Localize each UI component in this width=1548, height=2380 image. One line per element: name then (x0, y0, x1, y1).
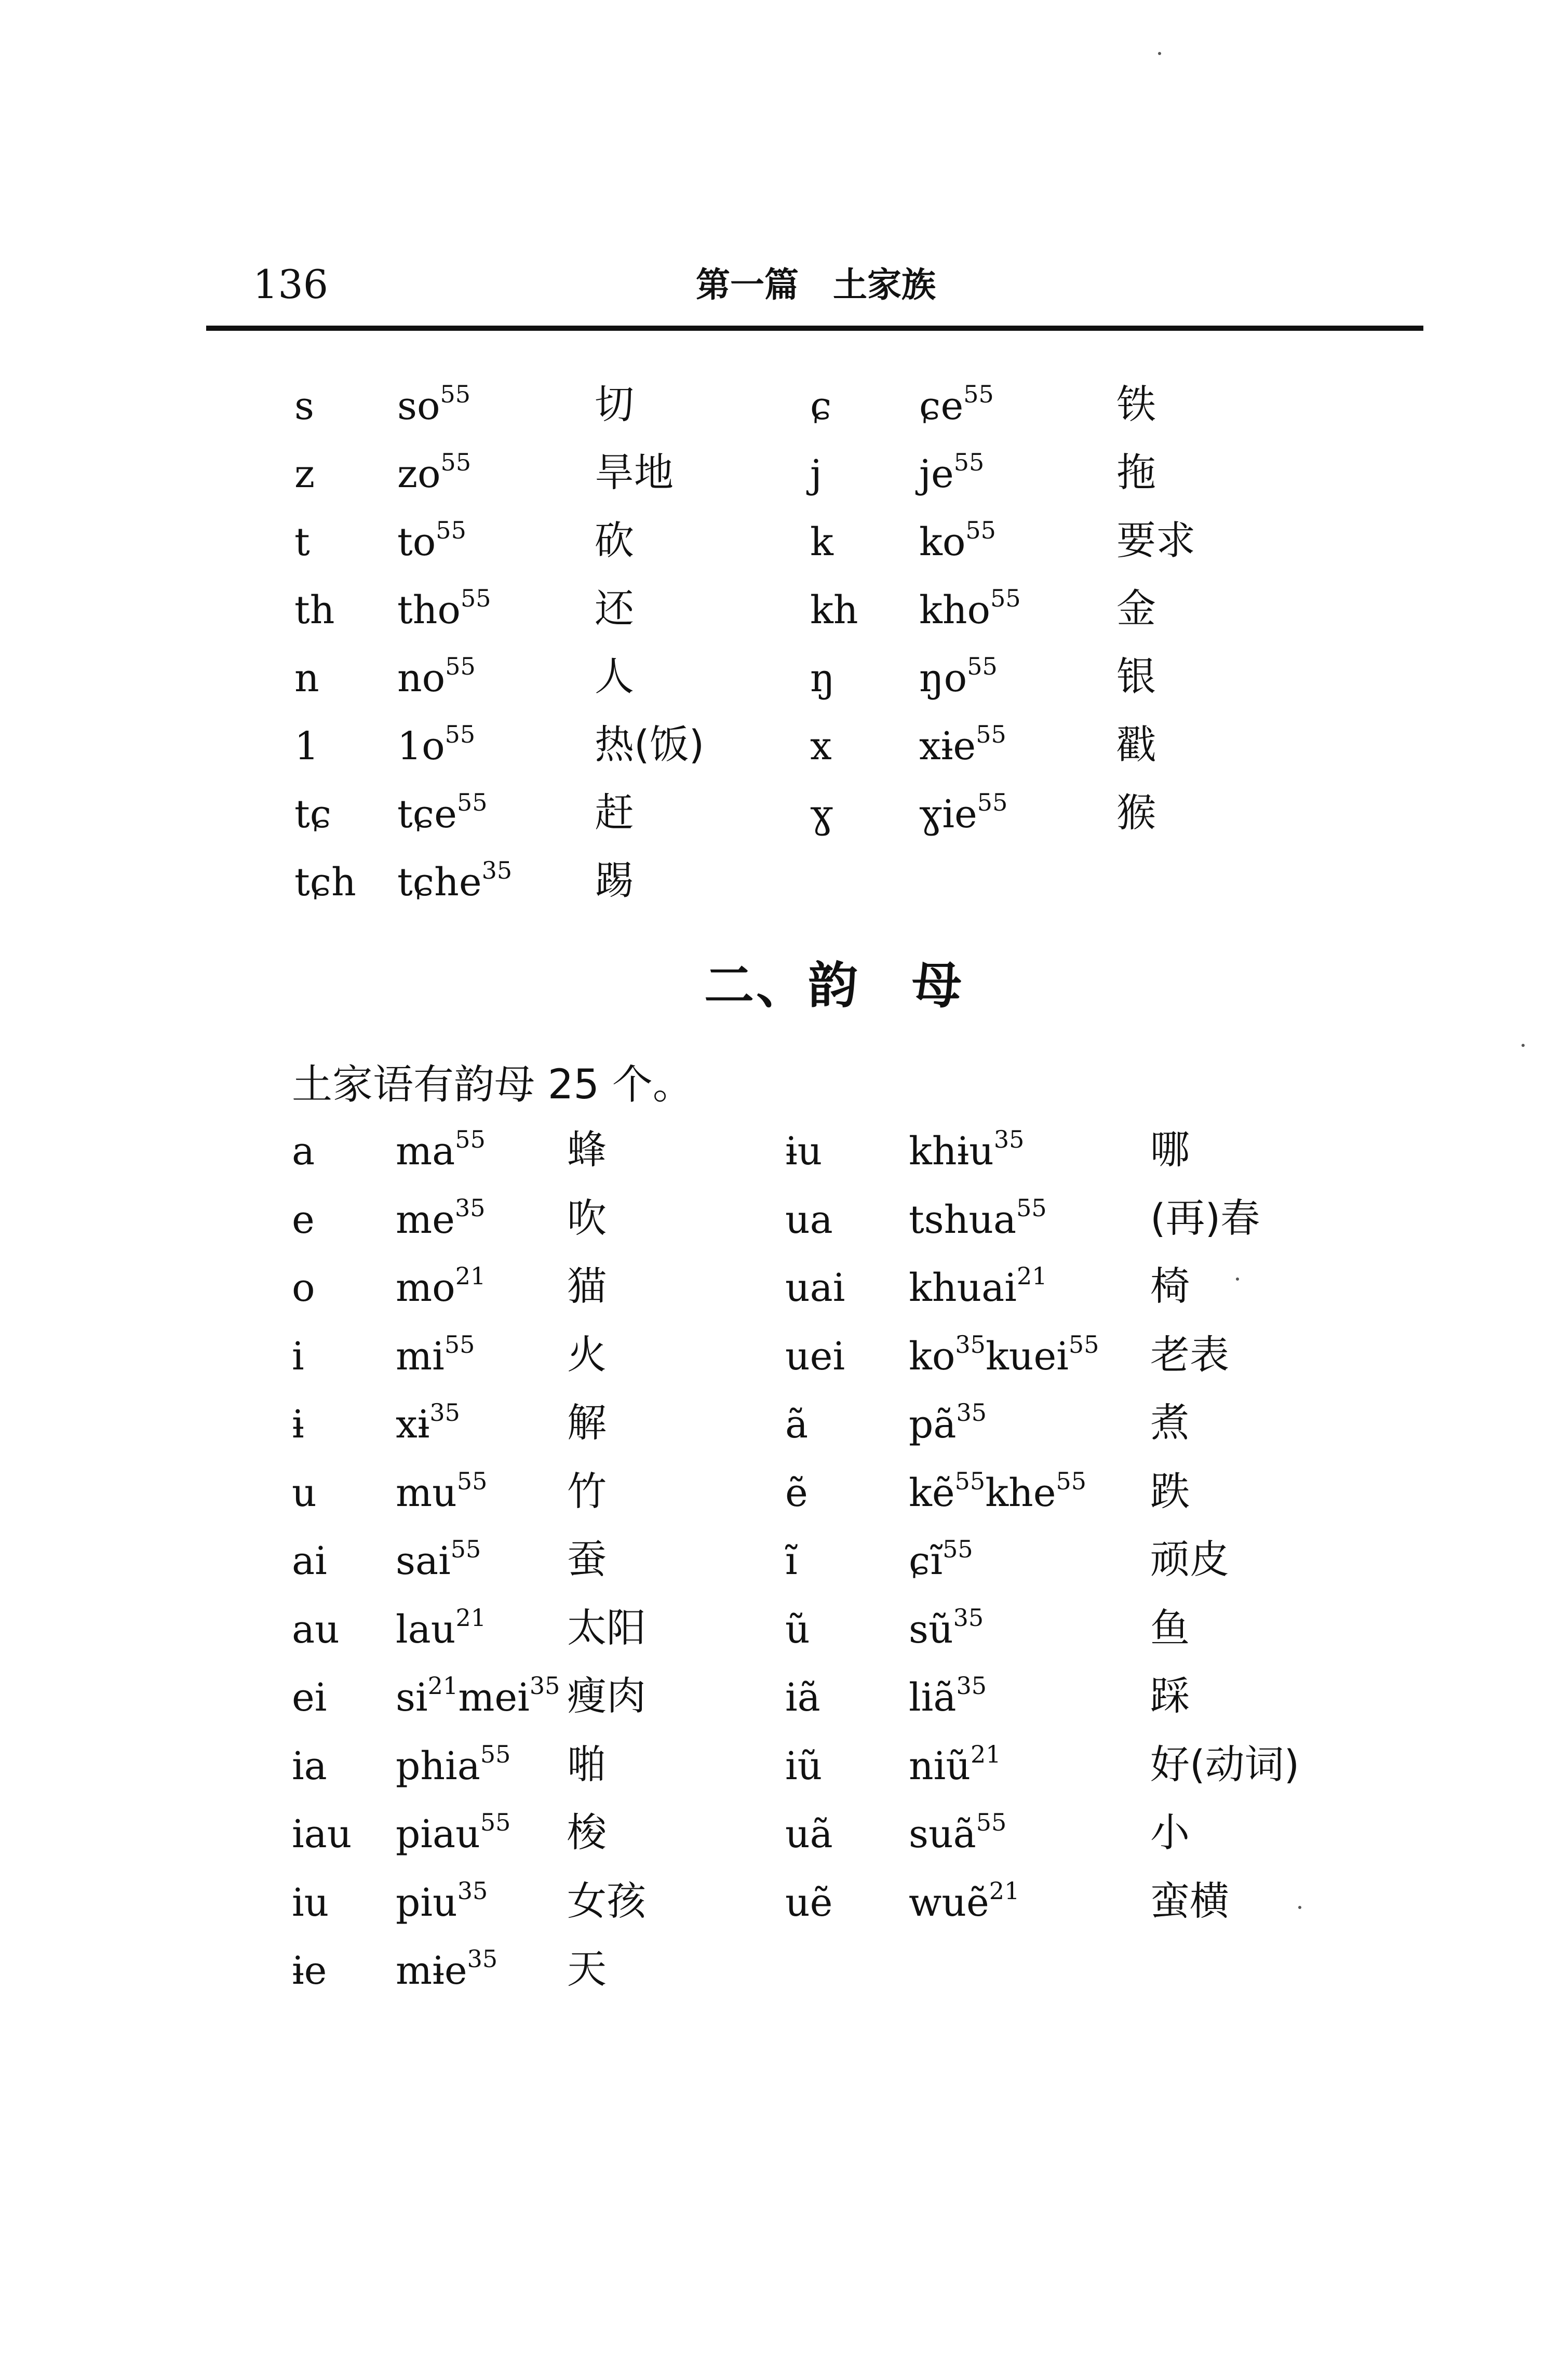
vowel-example (909, 1194, 1047, 1242)
example-word: xɨ (396, 1402, 430, 1447)
tone-number: 55 (1016, 1194, 1047, 1222)
tone-number: 55 (445, 652, 476, 680)
example-word: suã (909, 1812, 976, 1857)
vowel-example (396, 1877, 488, 1925)
vowel-example (909, 1399, 987, 1447)
example-word: tshua (909, 1198, 1017, 1242)
consonant-example (919, 516, 996, 564)
consonant-gloss: 戳 (1116, 721, 1156, 768)
consonant-symbol: ɕ (810, 384, 832, 428)
section-title: 二、韵 母 (704, 957, 964, 1015)
vowel-example (396, 1604, 486, 1652)
scan-speck (1298, 1906, 1301, 1909)
consonant-gloss: 还 (595, 585, 634, 631)
tone-number: 55 (943, 1535, 973, 1563)
example-word: si (396, 1675, 428, 1720)
vowel-example (396, 1808, 511, 1857)
vowel-example (909, 1808, 1007, 1857)
example-word: tɕe (397, 792, 457, 837)
tone-number: 55 (456, 1467, 488, 1495)
vowel-symbol: uei (785, 1334, 845, 1379)
example-word: phia (396, 1744, 480, 1789)
example-word: 1o (397, 724, 445, 769)
vowel-gloss: 竹 (567, 1468, 607, 1514)
consonant-gloss: 银 (1116, 653, 1156, 700)
consonant-example (397, 584, 491, 633)
example-word: no (397, 656, 446, 701)
tone-number: 21 (455, 1262, 486, 1290)
example-word: mei (458, 1675, 530, 1720)
example-word: ɕe (919, 384, 964, 428)
vowel-gloss: 解 (567, 1400, 607, 1446)
vowel-symbol: ɨe (292, 1948, 327, 1993)
example-word: khuai (909, 1266, 1017, 1310)
consonant-gloss: 金 (1116, 585, 1156, 631)
tone-number: 55 (440, 448, 472, 476)
scan-speck (1522, 1044, 1525, 1047)
vowel-example (909, 1604, 984, 1652)
example-word: kuei (985, 1334, 1069, 1379)
consonant-gloss: 拖 (1116, 449, 1156, 495)
tone-number: 55 (456, 788, 488, 816)
tone-number: 35 (454, 1194, 486, 1222)
vowel-symbol: ĩ (785, 1539, 798, 1583)
example-word: mo (396, 1266, 455, 1310)
example-word: khe (985, 1471, 1056, 1515)
vowel-example (909, 1262, 1047, 1310)
tone-number: 55 (444, 1330, 475, 1359)
example-word: ɕĩ (909, 1539, 943, 1583)
vowel-gloss: 老表 (1150, 1332, 1229, 1378)
tone-number: 35 (529, 1672, 560, 1700)
tone-number: 55 (445, 720, 476, 748)
vowel-gloss: 椅 (1150, 1263, 1190, 1309)
consonant-symbol: ɣ (810, 792, 833, 837)
vowel-example (396, 1262, 486, 1310)
tone-number: 55 (953, 448, 985, 476)
running-head: 第一篇 土家族 (696, 265, 936, 305)
vowel-gloss: 跌 (1150, 1468, 1190, 1514)
example-word: sũ (909, 1607, 953, 1652)
vowel-symbol: a (292, 1129, 315, 1174)
vowel-gloss: 女孩 (567, 1878, 646, 1924)
vowel-symbol: ia (292, 1744, 327, 1789)
tone-number: 55 (455, 1125, 486, 1153)
vowel-symbol: ai (292, 1539, 327, 1583)
example-word: kho (919, 588, 991, 633)
vowel-gloss: 天 (567, 1946, 607, 1992)
vowel-gloss: 顽皮 (1150, 1536, 1229, 1582)
example-word: tɕhe (397, 860, 482, 905)
tone-number: 55 (976, 720, 1006, 748)
vowel-example (396, 1672, 560, 1720)
vowel-gloss: 好(动词) (1150, 1741, 1300, 1787)
vowel-gloss: (再)春 (1150, 1195, 1260, 1241)
vowel-gloss: 瘦肉 (567, 1673, 646, 1719)
vowel-example (396, 1194, 486, 1242)
tone-number: 55 (1068, 1330, 1099, 1359)
example-word: piau (396, 1812, 480, 1857)
vowel-symbol: iũ (785, 1744, 823, 1789)
consonant-symbol: k (810, 520, 833, 564)
consonant-symbol: n (294, 656, 319, 701)
example-word: ko (919, 520, 966, 564)
consonant-symbol: ŋ (810, 656, 835, 701)
consonant-symbol: tɕh (294, 860, 356, 905)
consonant-symbol: j (810, 452, 822, 496)
tone-number: 55 (440, 380, 471, 408)
vowel-symbol: iau (292, 1812, 352, 1857)
tone-number: 55 (480, 1808, 511, 1836)
tone-number: 55 (460, 584, 491, 612)
vowel-example (909, 1125, 1025, 1174)
consonant-gloss: 踢 (595, 857, 634, 904)
vowel-symbol: uai (785, 1266, 845, 1310)
vowel-gloss: 梭 (567, 1809, 607, 1855)
example-word: mɨe (396, 1948, 467, 1993)
tone-number: 55 (450, 1535, 481, 1563)
example-word: so (397, 384, 440, 428)
tone-number: 35 (481, 856, 513, 884)
vowel-gloss: 小 (1150, 1809, 1190, 1855)
consonant-symbol: th (294, 588, 335, 633)
consonant-example (397, 788, 488, 837)
scan-speck (1158, 52, 1161, 55)
vowel-gloss: 火 (567, 1332, 607, 1378)
tone-number: 21 (427, 1672, 459, 1700)
vowel-symbol: ã (785, 1402, 809, 1447)
example-word: to (397, 520, 436, 564)
vowel-gloss: 啪 (567, 1741, 607, 1787)
vowel-example (396, 1125, 486, 1174)
vowel-gloss: 踩 (1150, 1673, 1190, 1719)
vowel-gloss: 吹 (567, 1195, 607, 1241)
example-word: piu (396, 1880, 457, 1925)
vowel-symbol: uã (785, 1812, 833, 1857)
tone-number: 21 (1016, 1262, 1047, 1290)
example-word: wuẽ (909, 1880, 989, 1925)
vowel-gloss: 哪 (1150, 1126, 1190, 1173)
example-word: je (919, 452, 954, 496)
consonant-gloss: 赶 (595, 789, 634, 836)
example-word: tho (397, 588, 461, 633)
tone-number: 55 (967, 652, 998, 680)
vowel-gloss: 太阳 (567, 1605, 646, 1651)
example-word: sai (396, 1539, 451, 1583)
consonant-symbol: tɕ (294, 792, 332, 837)
vowel-example (396, 1467, 488, 1515)
example-word: kẽ (909, 1471, 955, 1515)
consonant-symbol: s (294, 384, 314, 428)
tone-number: 55 (990, 584, 1021, 612)
vowel-example (909, 1535, 973, 1583)
consonant-gloss: 切 (595, 381, 634, 427)
tone-number: 55 (1056, 1467, 1087, 1495)
consonant-example (397, 652, 476, 701)
example-word: pã (909, 1402, 957, 1447)
consonant-gloss: 铁 (1116, 381, 1156, 427)
example-word: xɨe (919, 724, 976, 769)
example-word: ɣie (919, 792, 977, 837)
vowel-gloss: 蜂 (567, 1126, 607, 1173)
vowel-example (396, 1330, 475, 1379)
vowel-example (909, 1330, 1099, 1379)
vowel-example (909, 1672, 987, 1720)
example-word: ko (909, 1334, 955, 1379)
consonant-symbol: x (810, 724, 832, 769)
consonant-example (919, 380, 994, 428)
consonant-example (397, 516, 466, 564)
consonant-example (919, 584, 1021, 633)
consonant-example (397, 856, 513, 905)
vowel-symbol: uẽ (785, 1880, 833, 1925)
example-word: lau (396, 1607, 456, 1652)
consonant-example (397, 720, 476, 769)
example-word: mi (396, 1334, 445, 1379)
tone-number: 55 (963, 380, 994, 408)
vowel-symbol: ẽ (785, 1471, 808, 1515)
vowel-symbol: ua (785, 1198, 833, 1242)
vowel-example (396, 1945, 498, 1993)
vowel-symbol: ɨu (785, 1129, 823, 1174)
consonant-gloss: 旱地 (595, 449, 674, 495)
consonant-symbol: 1 (294, 724, 319, 769)
vowel-gloss: 蛮横 (1150, 1878, 1229, 1924)
vowel-example (909, 1740, 1001, 1789)
consonant-example (397, 380, 471, 428)
tone-number: 35 (429, 1399, 460, 1427)
example-word: ma (396, 1129, 455, 1174)
consonant-example (919, 788, 1008, 837)
consonant-gloss: 猴 (1116, 789, 1156, 836)
vowel-symbol: o (292, 1266, 315, 1310)
vowel-example (396, 1740, 511, 1789)
tone-number: 21 (989, 1877, 1020, 1905)
example-word: zo (397, 452, 441, 496)
vowel-symbol: ɨ (292, 1402, 304, 1447)
vowel-symbol: au (292, 1607, 340, 1652)
vowel-symbol: iã (785, 1675, 820, 1720)
tone-number: 55 (954, 1467, 986, 1495)
vowel-example (396, 1535, 481, 1583)
tone-number: 35 (955, 1330, 986, 1359)
tone-number: 55 (976, 1808, 1007, 1836)
vowel-example (909, 1467, 1087, 1515)
tone-number: 55 (436, 516, 466, 544)
tone-number: 35 (956, 1672, 987, 1700)
consonant-example (397, 448, 472, 496)
tone-number: 55 (965, 516, 996, 544)
vowel-symbol: ei (292, 1675, 327, 1720)
vowel-symbol: u (292, 1471, 317, 1515)
example-word: ŋo (919, 656, 967, 701)
example-word: mu (396, 1471, 457, 1515)
section-intro: 土家语有韵母 25 个。 (292, 1061, 693, 1108)
vowel-symbol: e (292, 1198, 315, 1242)
vowel-symbol: ũ (785, 1607, 810, 1652)
page-number: 136 (253, 261, 329, 307)
consonant-gloss: 人 (595, 653, 634, 700)
vowel-example (396, 1399, 460, 1447)
vowel-gloss: 煮 (1150, 1400, 1190, 1446)
tone-number: 21 (971, 1740, 1001, 1768)
example-word: khɨu (909, 1129, 994, 1174)
example-word: niũ (909, 1744, 971, 1789)
tone-number: 35 (467, 1945, 498, 1973)
vowel-gloss: 猫 (567, 1263, 607, 1309)
tone-number: 35 (956, 1399, 987, 1427)
tone-number: 55 (480, 1740, 511, 1768)
consonant-gloss: 要求 (1116, 517, 1195, 563)
tone-number: 35 (953, 1604, 984, 1632)
consonant-example (919, 448, 985, 496)
consonant-symbol: z (294, 452, 315, 496)
tone-number: 55 (977, 788, 1008, 816)
tone-number: 35 (993, 1125, 1025, 1153)
consonant-symbol: t (294, 520, 310, 564)
tone-number: 35 (457, 1877, 488, 1905)
consonant-example (919, 720, 1006, 769)
vowel-gloss: 鱼 (1150, 1605, 1190, 1651)
consonant-example (919, 652, 998, 701)
example-word: me (396, 1198, 455, 1242)
example-word: liã (909, 1675, 957, 1720)
vowel-example (909, 1877, 1020, 1925)
vowel-symbol: i (292, 1334, 304, 1379)
vowel-gloss: 蚕 (567, 1536, 607, 1582)
consonant-symbol: kh (810, 588, 858, 633)
consonant-gloss: 砍 (595, 517, 634, 563)
vowel-symbol: iu (292, 1880, 329, 1925)
scan-speck (1236, 1278, 1239, 1281)
consonant-gloss: 热(饭) (595, 721, 705, 768)
tone-number: 21 (455, 1604, 486, 1632)
header-rule (206, 326, 1423, 331)
